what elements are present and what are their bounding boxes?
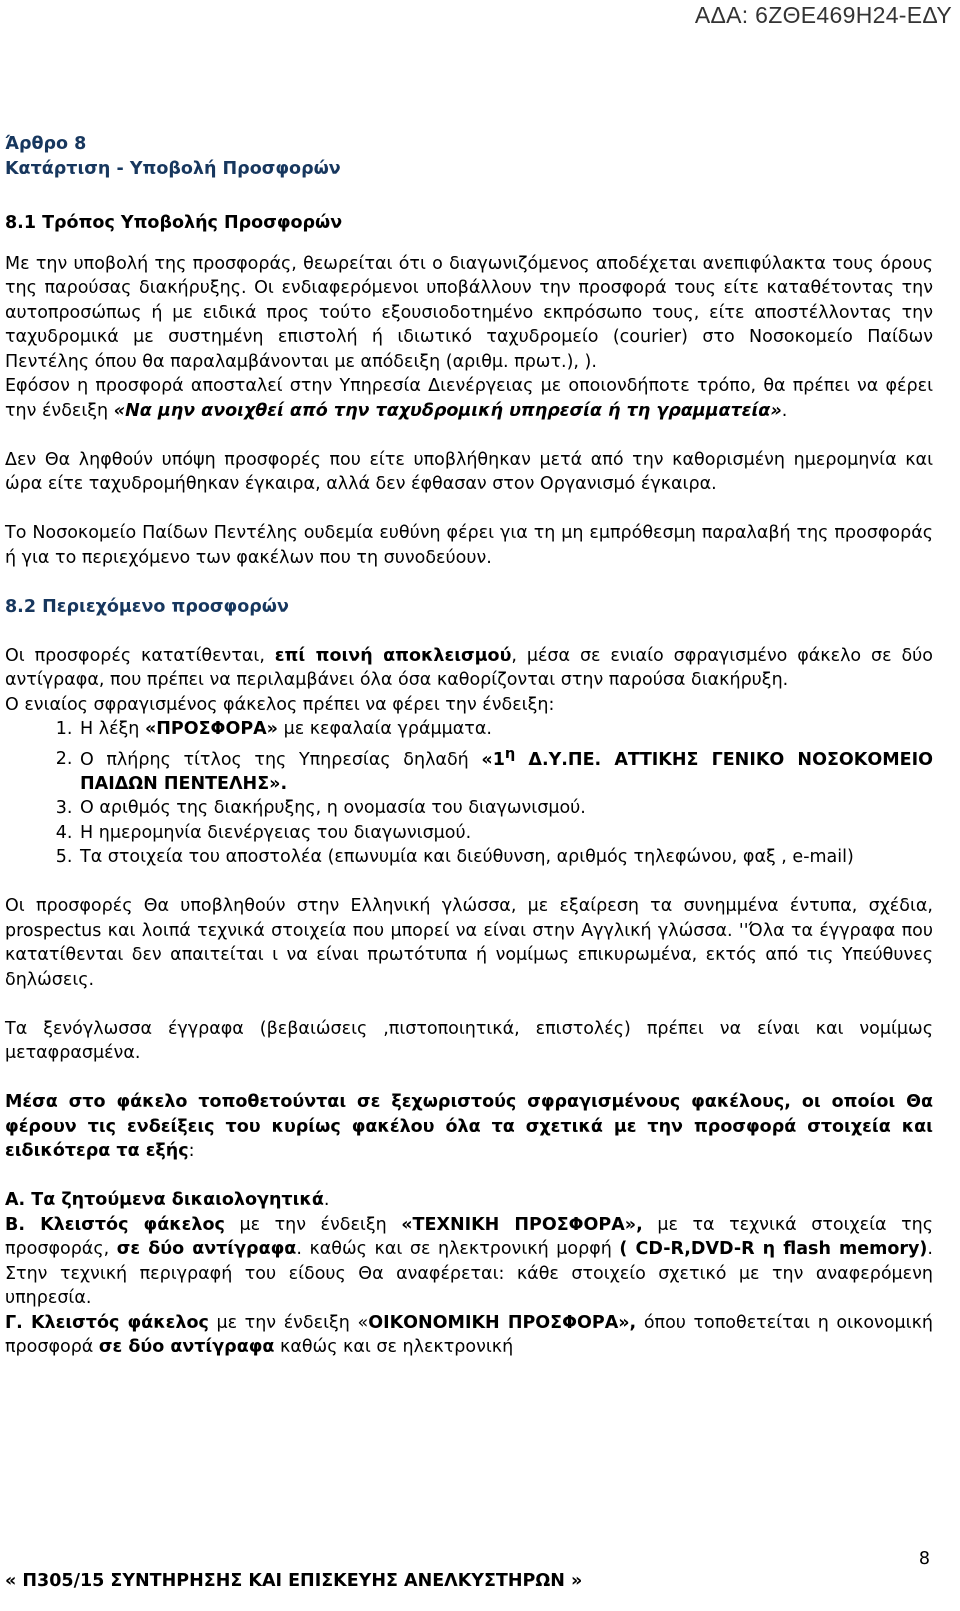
text: «ΤΕΧΝΙΚΗ ΠΡΟΣΦΟΡΑ», — [401, 1214, 643, 1235]
ada-code: ΑΔΑ: 6ΖΘΕ469Η24-ΕΔΥ — [694, 2, 952, 28]
text: καθώς και σε ηλεκτρονική — [274, 1337, 514, 1358]
paragraph: Το Νοσοκομείο Παίδων Πεντέλης ουδεμία ευθύνη φέρει για τη μη εμπρόθεσμη παραλαβή της προσφοράς ή για το περιεχόμενο των φακέλων που τη συνοδεύουν. — [5, 523, 933, 568]
list-item: 4. Η ημερομηνία διενέργειας του διαγωνισμού. — [78, 821, 933, 846]
text: Μέσα στο φάκελο τοποθετούνται σε ξεχωριστούς σφραγισμένους φακέλους, οι οποίοι Θα φέρουν τις ενδείξεις του κυρίως φακέλου όλα τα σχετικά με την προσφορά στοιχεία και ειδικότερα τα εξής — [5, 1092, 933, 1162]
text: επί ποινή αποκλεισμού — [274, 645, 512, 666]
paragraph: Με την υποβολή της προσφοράς, θεωρείται ότι ο διαγωνιζόμενος αποδέχεται ανεπιφύλακτα τους όρους της παρούσας διακήρυξης. Οι ενδιαφερόμενοι υποβάλλουν την προσφορά τους είτε καταθέτοντας την αυτοπροσώπως ή με ειδικά προς τούτο εξουσιοδοτημένο εκπρόσωπο τους, είτε αποστέλλοντας την ταχυδρομικά με συστημένη επιστολή ή ιδιωτικό ταχυδρομείο (courier) στο Νοσοκομείο Παίδων Πεντέλης όπου θα παραλαμβάνονται με απόδειξη (αριθμ. πρωτ.), ). — [5, 253, 933, 372]
text: σε δύο αντίγραφα — [98, 1337, 275, 1358]
paragraph: Τα ξενόγλωσσα έγγραφα (βεβαιώσεις ,πιστοποιητικά, επιστολές) πρέπει να είναι και νομίμως μεταφρασμένα. — [5, 1018, 933, 1064]
text: με την ένδειξη — [224, 1214, 402, 1235]
document-body — [5, 132, 933, 1360]
footer-title: « Π305/15 ΣΥΝΤΗΡΗΣΗΣ ΚΑΙ ΕΠΙΣΚΕΥΗΣ ΑΝΕΛΚΥΣΤΗΡΩΝ » — [5, 1571, 583, 1591]
text: Α. Τα ζητούμενα δικαιολογητικά — [5, 1190, 324, 1211]
section-8-1-heading: 8.1 Τρόπος Υποβολής Προσφορών — [5, 213, 343, 233]
text: «1 — [481, 749, 505, 770]
text: Β. Κλειστός φάκελος — [5, 1214, 225, 1235]
text: ΟΙΚΟΝΟΜΙΚΗ ΠΡΟΣΦΟΡΑ», — [368, 1312, 637, 1333]
text: «ΠΡΟΣΦΟΡΑ» — [144, 719, 278, 739]
paragraph — [5, 644, 933, 693]
text: «Να μην ανοιχθεί από την ταχυδρομική υπηρεσία ή τη γραμματεία» — [113, 400, 782, 421]
text: . καθώς και σε ηλεκτρονική μορφή — [296, 1239, 620, 1260]
paragraph — [5, 1311, 933, 1360]
list-item: 5. Τα στοιχεία του αποστολέα (επωνυμία και διεύθυνση, αριθμός τηλεφώνου, φαξ , e-mail) — [78, 845, 933, 870]
paragraph — [5, 1090, 933, 1164]
text: η — [504, 744, 516, 762]
text: σε δύο αντίγραφα — [116, 1239, 297, 1260]
list-item — [78, 742, 933, 797]
text: Γ. Κλειστός φάκελος — [5, 1312, 209, 1333]
text: όπου τοποθετείται η οικονομική προσφορά — [5, 1312, 933, 1358]
paragraph — [5, 1213, 933, 1311]
text: Εφόσον η προσφορά αποσταλεί στην Υπηρεσία Διενέργειας με οποιονδήποτε τρόπο, θα πρέπει να φέρει την ένδειξη — [5, 376, 933, 421]
text: Η λέξη — [80, 719, 145, 739]
text: : — [188, 1141, 195, 1162]
text: , μέσα σε ενιαίο σφραγισμένο φάκελο σε δύο αντίγραφα, που πρέπει να περιλαμβάνει όλα όσα καθορίζονται στην παρούσα διακήρυξη. — [5, 645, 934, 690]
article-subtitle: Κατάρτιση - Υποβολή Προσφορών — [5, 158, 341, 179]
text: ( CD-R,DVD-R η flash memory) — [619, 1239, 928, 1260]
paragraph — [5, 374, 933, 423]
text: με τα τεχνικά στοιχεία της προσφοράς, — [5, 1214, 933, 1260]
text: με την ένδειξη « — [208, 1312, 369, 1333]
paragraph: Δεν Θα ληφθούν υπόψη προσφορές που είτε υποβλήθηκαν μετά από την καθορισμένη ημερομηνία και ώρα είτε ταχυδρομήθηκαν έγκαιρα, αλλά δεν έφθασαν στον Οργανισμό έγκαιρα. — [5, 449, 933, 494]
section-8-2-heading: 8.2 Περιεχόμενο προσφορών — [5, 596, 289, 617]
paragraph: Οι προσφορές Θα υποβληθούν στην Ελληνική γλώσσα, με εξαίρεση τα συνημμένα έντυπα, σχέδια, prospectus και λοιπά τεχνικά στοιχεία που μπορεί να είναι στην Αγγλική γλώσσα. ''Όλα τα έγγραφα που κατατίθενται δεν απαιτείται ι να είναι πρωτότυπα ή νομίμως επικυρωμένα, εκτός από τις Υπεύθυνες δηλώσεις. — [5, 896, 933, 990]
text: . — [323, 1190, 330, 1211]
text: . Στην τεχνική περιγραφή του είδους Θα αναφέρεται: κάθε στοιχείο σχετικό με την αναφερόμενη υπηρεσία. — [5, 1239, 933, 1309]
text: . — [781, 400, 788, 421]
page-number: 8 — [918, 1549, 930, 1569]
paragraph — [5, 1188, 933, 1213]
text: Οι προσφορές κατατίθενται, — [5, 645, 275, 666]
text: με κεφαλαία γράμματα. — [278, 719, 492, 739]
text: Ο πλήρης τίτλος της Υπηρεσίας δηλαδή — [80, 749, 482, 770]
list-item: 3. Ο αριθμός της διακήρυξης, η ονομασία του διαγωνισμού. — [78, 796, 933, 821]
text: Δ.Υ.ΠΕ. ΑΤΤΙΚΗΣ ΓΕΝΙΚΟ ΝΟΣΟΚΟΜΕΙΟ ΠΑΙΔΩΝ ΠΕΝΤΕΛΗΣ». — [80, 749, 933, 794]
paragraph: Ο ενιαίος σφραγισμένος φάκελος πρέπει να φέρει την ένδειξη: — [5, 694, 555, 715]
article-title: Άρθρο 8 — [5, 134, 87, 154]
label-list — [5, 717, 933, 870]
list-item — [78, 717, 933, 742]
